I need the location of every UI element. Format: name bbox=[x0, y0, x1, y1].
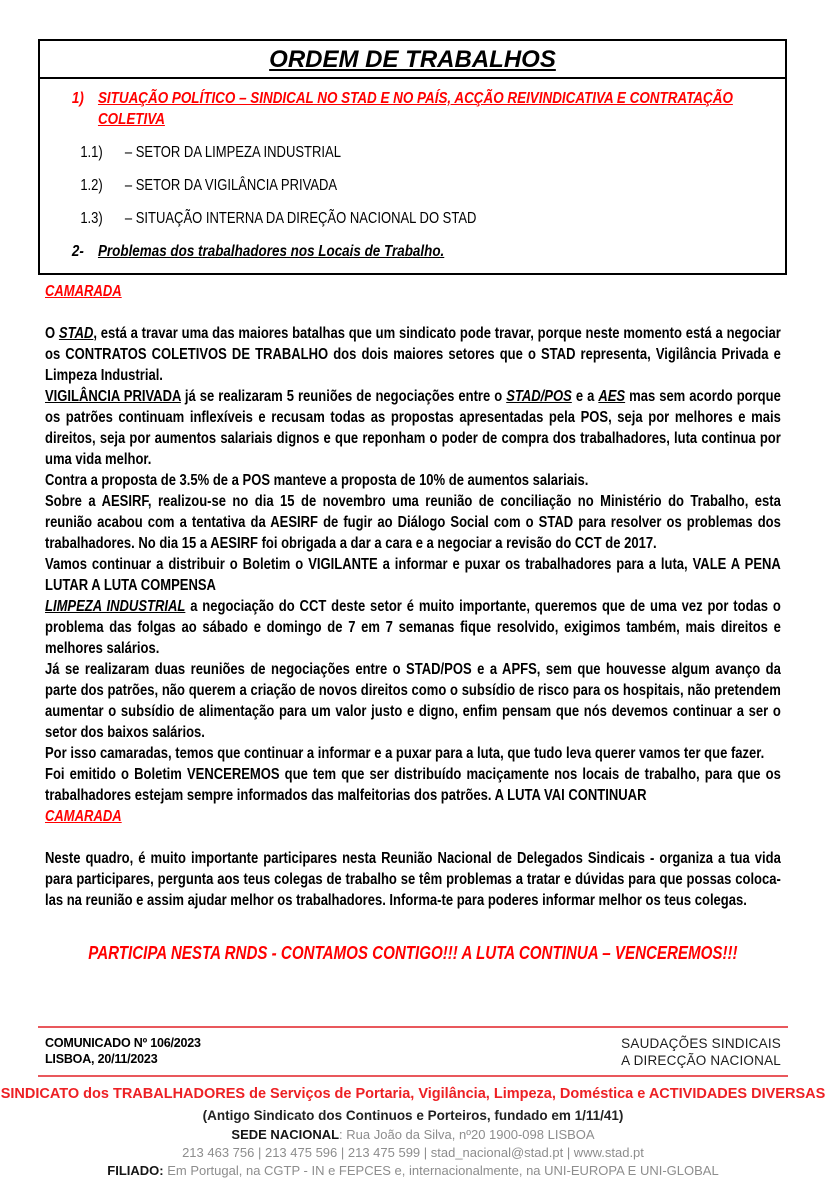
comunicado-block bbox=[45, 1035, 201, 1067]
body-paragraph-4: Sobre a AESIRF, realizou-se no dia 15 de novembro uma reunião de conciliação no Ministério do Trabalho, esta reunião acabou com a tentativa da AESIRF de fugir ao Diálogo Social com o STAD para resolver os problemas dos trabalhadores. No dia 15 a AESIRF foi obrigada a dar a cara e a negociar a revisão do CCT de 2017. bbox=[45, 493, 781, 552]
filiado-value: Em Portugal, na CGTP - IN e FEPCES e, internacionalmente, na UNI-EUROPA E UNI-GLOBAL bbox=[163, 1163, 719, 1178]
agenda-item-number: 1.1) bbox=[80, 144, 103, 161]
body-paragraph-7: Já se realizaram duas reuniões de negociações entre o STAD/POS e a APFS, sem que houvesse algum avanço da parte dos patrões, não querem a criação de novos direitos como o subsídio de risco para os hospitais, não pretendem aumentar o subsídio de alimentação para um valor justo e digno, enfim pensam que nós devemos continuar a ser o setor dos baixos salários. bbox=[45, 661, 781, 741]
sede-label: SEDE NACIONAL bbox=[231, 1127, 340, 1142]
closing-slogan: PARTICIPA NESTA RNDS - CONTAMOS CONTIGO!!! A LUTA CONTINUA – VENCEREMOS!!! bbox=[88, 943, 738, 963]
agenda-item-number: 1.3) bbox=[80, 210, 103, 227]
agenda-item-text: – SETOR DA VIGILÂNCIA PRIVADA bbox=[124, 177, 338, 194]
agenda-item-text: Problemas dos trabalhadores nos Locais de Trabalho. bbox=[97, 243, 445, 260]
blank-line bbox=[45, 827, 781, 848]
comunicado-number: COMUNICADO Nº 106/2023 bbox=[45, 1036, 201, 1050]
document-body bbox=[45, 281, 781, 964]
salutation-camarada-1: CAMARADA bbox=[45, 283, 122, 300]
sede-value: : Rua João da Silva, nº20 1900-098 LISBOA bbox=[339, 1127, 595, 1142]
agenda-item-number: 1.2) bbox=[80, 177, 103, 194]
agenda-title bbox=[40, 41, 785, 79]
body-paragraph-2: VIGILÂNCIA PRIVADA já se realizaram 5 reuniões de negociações entre o STAD/POS e a AES mas sem acordo porque os patrões continuam inflexíveis e recusam todas as propostas apresentadas pela POS, seja por melhores e mais direitos, seja por aumentos salariais dignos e que reponham o poder de compra dos trabalhadores, luta continua por uma vida melhor. bbox=[45, 388, 781, 468]
agenda-item-text: – SITUAÇÃO INTERNA DA DIREÇÃO NACIONAL DO STAD bbox=[124, 210, 477, 227]
direccao-line: A DIRECÇÃO NACIONAL bbox=[621, 1053, 781, 1068]
body-paragraph-1: O STAD, está a travar uma das maiores batalhas que um sindicato pode travar, porque neste momento está a negociar os CONTRATOS COLETIVOS DE TRABALHO dos dois maiores setores que o STAD representa, Vigilância Privada e Limpeza Industrial. bbox=[45, 325, 781, 384]
agenda-item-number: 2- bbox=[71, 243, 84, 260]
organization-block bbox=[0, 1077, 826, 1179]
saudacoes-block bbox=[621, 1035, 781, 1069]
agenda-item-number: 1) bbox=[71, 90, 84, 107]
filiado-label: FILIADO: bbox=[107, 1163, 164, 1178]
agenda-item-2 bbox=[40, 241, 785, 262]
organization-address bbox=[0, 1127, 826, 1143]
footer-meta bbox=[0, 1028, 826, 1075]
body-paragraph-6: LIMPEZA INDUSTRIAL a negociação do CCT deste setor é muito importante, queremos que de uma vez por todas o problema das folgas ao sábado e domingo de 7 em 7 semanas fique resolvido, exigimos também, mais direitos e melhores salários. bbox=[45, 598, 781, 657]
agenda-title-text: ORDEM DE TRABALHOS bbox=[269, 46, 556, 73]
comunicado-date: LISBOA, 20/11/2023 bbox=[45, 1052, 158, 1066]
body-paragraph-5: Vamos continuar a distribuir o Boletim o VIGILANTE a informar e puxar os trabalhadores para a luta, VALE A PENA LUTAR A LUTA COMPENSA bbox=[45, 556, 781, 594]
body-paragraph-8: Por isso camaradas, temos que continuar a informar e a puxar para a luta, que tudo leva querer vamos ter que fazer. bbox=[45, 745, 765, 762]
agenda-item-1-1 bbox=[40, 142, 785, 163]
salutation-camarada-2: CAMARADA bbox=[45, 808, 122, 825]
agenda-item-1-3 bbox=[40, 208, 785, 229]
agenda-item-1 bbox=[40, 88, 785, 130]
agenda-item-text: – SETOR DA LIMPEZA INDUSTRIAL bbox=[124, 144, 341, 161]
blank-line bbox=[45, 302, 781, 323]
organization-contacts: 213 463 756 | 213 475 596 | 213 475 599 | stad_nacional@stad.pt | www.stad.pt bbox=[182, 1145, 644, 1160]
agenda-item-list bbox=[40, 79, 785, 273]
organization-name: SINDICATO dos TRABALHADORES de Serviços de Portaria, Vigilância, Limpeza, Doméstica e ACTIVIDADES DIVERSAS bbox=[0, 1086, 826, 1102]
footer bbox=[0, 1026, 826, 1179]
body-paragraph-3: Contra a proposta de 3.5% de a POS manteve a proposta de 10% de aumentos salariais. bbox=[45, 472, 589, 489]
organization-former-name: (Antigo Sindicato dos Continuos e Porteiros, fundado em 1/11/41) bbox=[202, 1108, 624, 1123]
agenda-box bbox=[38, 39, 787, 275]
agenda-item-text: SITUAÇÃO POLÍTICO – SINDICAL NO STAD E NO PAÍS, ACÇÃO REIVINDICATIVA E CONTRATAÇÃO COLETIVA bbox=[97, 90, 733, 128]
saudacoes-line: SAUDAÇÕES SINDICAIS bbox=[621, 1036, 781, 1051]
organization-affiliation bbox=[0, 1163, 826, 1179]
agenda-item-1-2 bbox=[40, 175, 785, 196]
body-paragraph-9: Foi emitido o Boletim VENCEREMOS que tem que ser distribuído maciçamente nos locais de trabalho, para que os trabalhadores estejam sempre informados das malfeitorias dos patrões. A LUTA VAI CONTINUAR bbox=[45, 766, 781, 804]
body-paragraph-10: Neste quadro, é muito importante participares nesta Reunião Nacional de Delegados Sindicais - organiza a tua vida para participares, pergunta aos teus colegas de trabalho se têm problemas a tratar e dúvidas para que possas coloca-las na reunião e assim ajudar melhor os trabalhadores. Informa-te para poderes informar melhor os teus colegas. bbox=[45, 850, 781, 909]
